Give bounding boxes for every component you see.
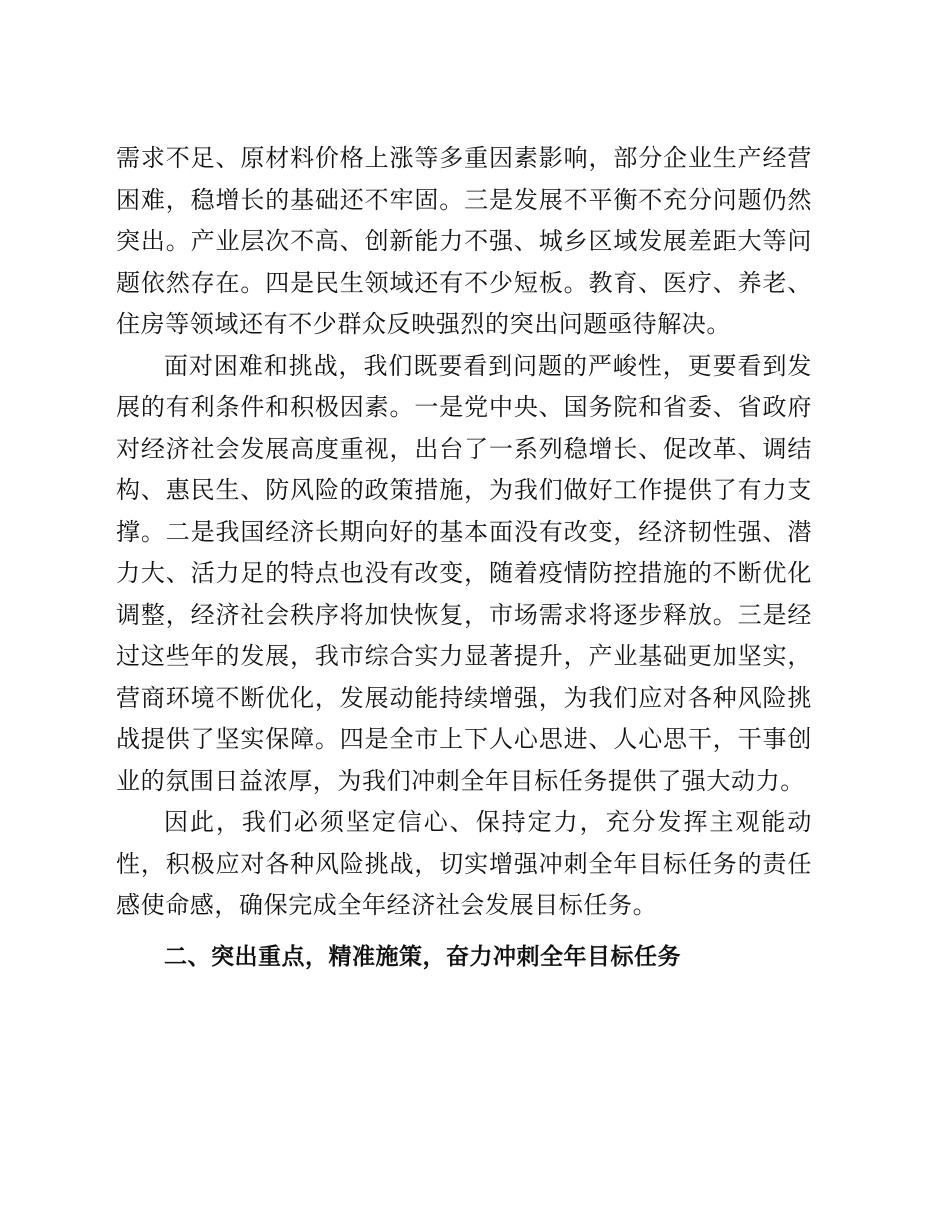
document-body bbox=[116, 138, 812, 978]
paragraph-1: 需求不足、原材料价格上涨等多重因素影响，部分企业生产经营困难，稳增长的基础还不牢固。三是发展不平衡不充分问题仍然突出。产业层次不高、创新能力不强、城乡区域发展差距大等问题依然存在。四是民生领域还有不少短板。教育、医疗、养老、住房等领域还有不少群众反映强烈的突出问题亟待解决。 bbox=[116, 144, 812, 338]
paragraph-3: 因此，我们必须坚定信心、保持定力，充分发挥主观能动性，积极应对各种风险挑战，切实增强冲刺全年目标任务的责任感使命感，确保完成全年经济社会发展目标任务。 bbox=[116, 808, 812, 919]
paragraph-2: 面对困难和挑战，我们既要看到问题的严峻性，更要看到发展的有利条件和积极因素。一是党中央、国务院和省委、省政府对经济社会发展高度重视，出台了一系列稳增长、促改革、调结构、惠民生、防风险的政策措施，为我们做好工作提供了有力支撑。二是我国经济长期向好的基本面没有改变，经济韧性强、潜力大、活力足的特点也没有改变，随着疫情防控措施的不断优化调整，经济社会秩序将加快恢复，市场需求将逐步释放。三是经过这些年的发展，我市综合实力显著提升，产业基础更加坚实，营商环境不断优化，发展动能持续增强，为我们应对各种风险挑战提供了坚实保障。四是全市上下人心思进、人心思干，干事创业的氛围日益浓厚，为我们冲刺全年目标任务提供了强大动力。 bbox=[116, 351, 812, 795]
section-heading: 二、突出重点，精准施策，奋力冲刺全年目标任务 bbox=[164, 943, 681, 970]
